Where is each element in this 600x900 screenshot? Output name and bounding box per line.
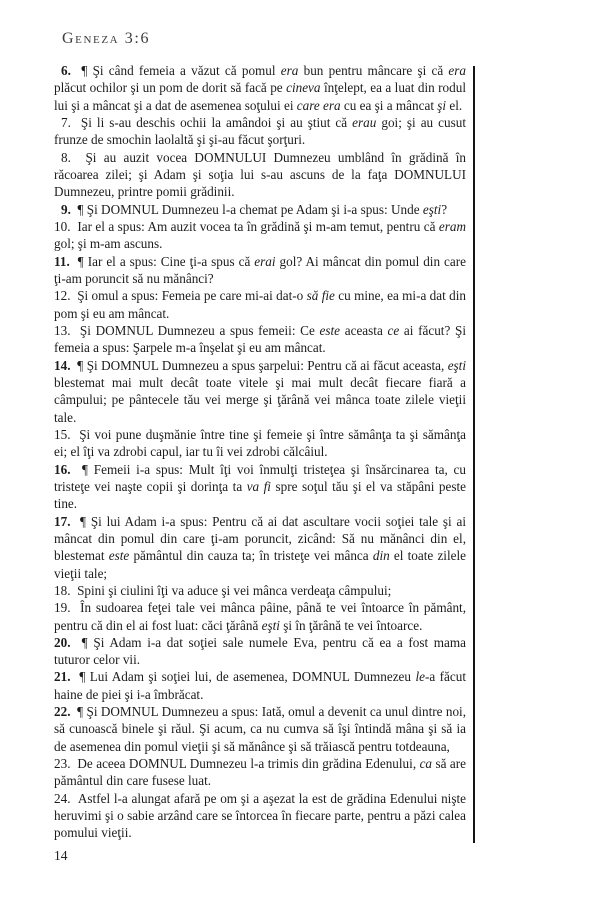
verse-24: 24. Astfel l-a alungat afară pe om şi a aşezat la est de grădina Edenului nişte heruvimi şi o sabie arzând care se întorcea în fiecare parte, pentru a păzi calea pomului vieţii. <box>54 790 466 841</box>
verse-column <box>54 62 466 842</box>
verse-number: 22. <box>54 704 71 720</box>
verse-number: 10. <box>54 218 71 234</box>
pilcrow-mark: ¶ <box>77 253 88 269</box>
verse-8: 8. Şi au auzit vocea DOMNULUI Dumnezeu umblând în grădină în răcoarea zilei; şi Adam şi soţia lui s-au ascuns de la faţa DOMNULUI Dumnezeu, printre pomii grădinii. <box>54 149 466 200</box>
verse-21: 21. ¶ Lui Adam şi soţiei lui, de asemenea, DOMNUL Dumnezeu le-a făcut haine de piei şi i-a îmbrăcat. <box>54 669 466 702</box>
verse-23: 23. De aceea DOMNUL Dumnezeu l-a trimis din grădina Edenului, ca să are pământul din care fusese luat. <box>54 756 466 789</box>
pilcrow-mark: ¶ <box>77 201 87 217</box>
verse-6: 6. ¶ Şi când femeia a văzut că pomul era bun pentru mâncare şi că era plăcut ochilor şi un pom de dorit să facă pe cineva înţelept, ea a luat din rodul lui şi a mâncat şi a dat de asemenea soţului ei care era cu ea şi a mâncat şi el. <box>54 63 467 113</box>
verse-13: 13. Şi DOMNUL Dumnezeu a spus femeii: Ce este aceasta ce ai făcut? Şi femeia a spus: Şarpele m-a înşelat şi eu am mâncat. <box>54 322 467 356</box>
pilcrow-mark: ¶ <box>77 704 87 720</box>
verse-16: 16. ¶ Femeii i-a spus: Mult îţi voi înmulţi tristeţea şi însărcinarea ta, cu tristeţe vei naşte copii şi dorinţa ta va fi spre soţul tău şi el va stăpâni peste tine. <box>54 461 466 512</box>
verse-number: 17. <box>54 513 71 529</box>
verse-number: 8. <box>61 149 71 165</box>
verse-15: 15. Şi voi pune duşmănie între tine şi femeie şi între sămânţa ta şi sămânţa ei; el îţi va zdrobi capul, iar tu îi vei zdrobi călcâiul. <box>54 426 467 460</box>
verse-number: 6. <box>61 63 71 78</box>
verse-number: 24. <box>54 790 71 806</box>
running-head: Geneza 3:6 <box>62 30 151 47</box>
verse-number: 19. <box>54 600 71 616</box>
verse-20: 20. ¶ Şi Adam i-a dat soţiei sale numele Eva, pentru că ea a fost mama tuturor celor vii. <box>54 634 466 668</box>
verse-17: 17. ¶ Şi lui Adam i-a spus: Pentru că ai dat ascultare vocii soţiei tale şi ai mâncat din pomul din care ţi-am poruncit, zicând: Să nu mănânci din el, blestemat este pământul din cauza ta; în tristeţe vei mânca din el toate zilele vieţii tale; <box>54 513 467 581</box>
verse-19: 19. În sudoarea feţei tale vei mânca pâine, până te vei întoarce în pământ, pentru că din el ai fost luat: căci ţărână eşti şi în ţărână te vei întoarce. <box>54 600 467 633</box>
verse-9: 9. ¶ Şi DOMNUL Dumnezeu l-a chemat pe Adam şi i-a spus: Unde eşti? <box>61 201 448 217</box>
verse-number: 15. <box>54 426 71 442</box>
verse-10: 10. Iar el a spus: Am auzit vocea ta în grădină şi m-am temut, pentru că eram gol; şi m-am ascuns. <box>54 218 467 252</box>
verse-18: 18. Spini şi ciulini îţi va aduce şi vei mânca verdeaţa câmpului; <box>54 582 392 598</box>
verse-number: 7. <box>61 114 71 130</box>
pilcrow-mark: ¶ <box>81 63 93 78</box>
verse-number: 13. <box>54 322 71 338</box>
pilcrow-mark: ¶ <box>79 669 90 685</box>
verse-number: 14. <box>54 357 71 373</box>
verse-number: 21. <box>54 669 71 685</box>
column-rule <box>473 66 475 843</box>
verse-7: 7. Şi li s-au deschis ochii la amândoi şi au ştiut că erau goi; şi au cusut frunze de smochin laolaltă şi şi-au făcut şorţuri. <box>54 114 466 148</box>
pilcrow-mark: ¶ <box>77 357 87 373</box>
verse-number: 12. <box>54 288 71 304</box>
verse-12: 12. Şi omul a spus: Femeia pe care mi-ai dat-o să fie cu mine, ea mi-a dat din pom şi eu am mâncat. <box>54 288 466 321</box>
page-number: 14 <box>54 848 68 863</box>
pilcrow-mark: ¶ <box>80 513 91 529</box>
verse-number: 11. <box>54 253 70 269</box>
verse-number: 23. <box>54 756 71 772</box>
verse-14: 14. ¶ Şi DOMNUL Dumnezeu a spus şarpelui: Pentru că ai făcut aceasta, eşti blestemat mai mult decât toate vitele şi mai mult decât fiecare fiară a câmpului; pe pântecele tău vei merge şi ţărână vei mânca toate zilele vieţii tale. <box>54 357 467 425</box>
verse-11: 11. ¶ Iar el a spus: Cine ţi-a spus că erai gol? Ai mâncat din pomul din care ţi-am poruncit să nu mănânci? <box>54 253 466 286</box>
pilcrow-mark: ¶ <box>82 461 94 477</box>
verse-number: 16. <box>54 461 71 477</box>
verse-number: 18. <box>54 582 71 598</box>
pilcrow-mark: ¶ <box>81 634 94 650</box>
verse-number: 9. <box>61 201 71 217</box>
verse-number: 20. <box>54 634 71 650</box>
verse-22: 22. ¶ Şi DOMNUL Dumnezeu a spus: Iată, omul a devenit ca unul dintre noi, să cunoască binele şi răul. Şi acum, ca nu cumva să îşi întindă mâna şi să ia de asemenea din pomul vieţii şi să mănânce şi să trăiască pentru totdeauna, <box>54 704 466 754</box>
